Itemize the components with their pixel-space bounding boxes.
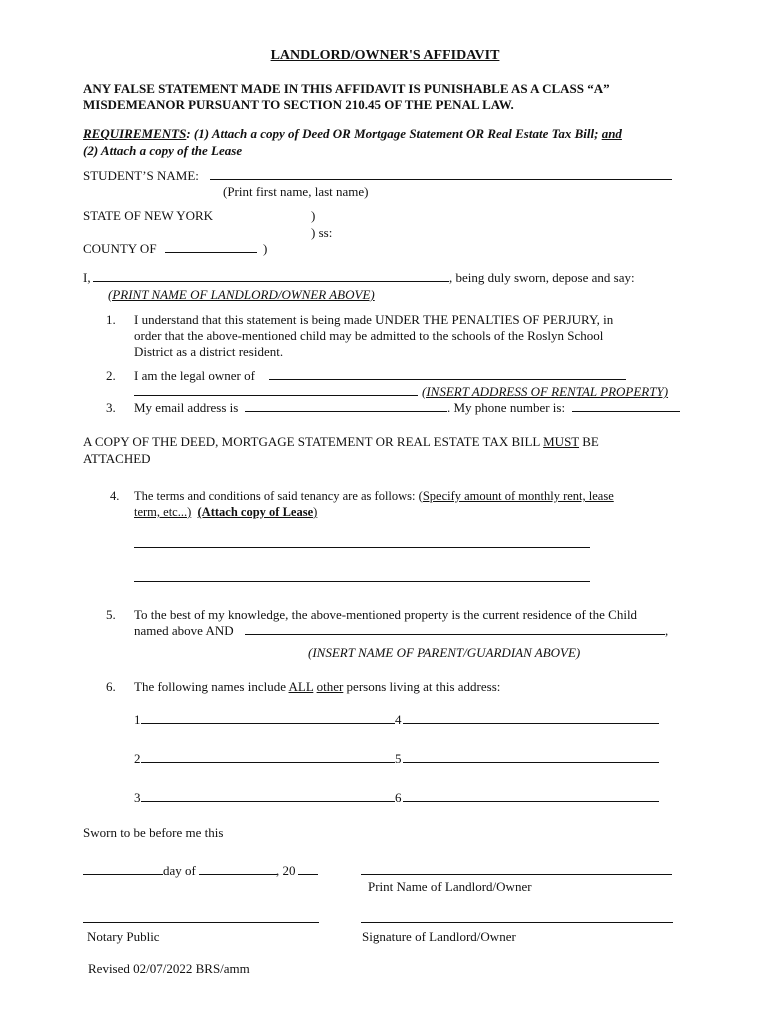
item-2-number: 2. bbox=[106, 368, 116, 383]
item-4-line-1: The terms and conditions of said tenancy are as follows: (Specify amount of monthly rent, lease bbox=[134, 489, 614, 503]
item-3-number: 3. bbox=[106, 400, 116, 415]
tenancy-terms-field-1[interactable] bbox=[134, 547, 590, 548]
print-name-label: Print Name of Landlord/Owner bbox=[368, 879, 532, 894]
venue-ss: ) ss: bbox=[311, 225, 333, 240]
item-6-number: 6. bbox=[106, 679, 116, 694]
email-field[interactable] bbox=[245, 411, 447, 412]
item-1-line-3: District as a district resident. bbox=[134, 344, 284, 359]
person-slot-3-label: 3 bbox=[134, 790, 141, 805]
person-slot-2-label: 2 bbox=[134, 751, 141, 766]
student-name-label: STUDENT’S NAME: bbox=[83, 168, 199, 183]
sworn-year-prefix: , 20 bbox=[276, 863, 296, 878]
phone-label: . My phone number is: bbox=[447, 400, 566, 415]
item-4-specify: Specify amount of monthly rent, lease bbox=[422, 489, 614, 503]
person-slot-2-field[interactable] bbox=[141, 762, 395, 763]
item-4-number: 4. bbox=[110, 489, 120, 503]
landlord-print-name-field[interactable] bbox=[361, 874, 672, 875]
signature-label: Signature of Landlord/Owner bbox=[362, 929, 516, 944]
person-slot-5-label: 5 bbox=[395, 751, 402, 766]
venue-paren-1: ) bbox=[311, 208, 316, 223]
landlord-name-field[interactable] bbox=[93, 281, 449, 282]
venue-paren-3: ) bbox=[263, 241, 268, 256]
attach-notice-line-2: ATTACHED bbox=[83, 451, 151, 466]
notary-label: Notary Public bbox=[87, 929, 160, 944]
person-slot-3-field[interactable] bbox=[141, 801, 395, 802]
item-6-text: The following names include ALL other persons living at this address: bbox=[134, 679, 501, 694]
all-emphasis: ALL bbox=[288, 679, 314, 694]
state-label: STATE OF NEW YORK bbox=[83, 208, 214, 223]
warning-line-2: MISDEMEANOR PURSUANT TO SECTION 210.45 OF THE PENAL LAW. bbox=[83, 97, 514, 112]
item-5-comma: , bbox=[665, 623, 669, 638]
rental-address-field-1[interactable] bbox=[269, 379, 626, 380]
sworn-month-field[interactable] bbox=[199, 874, 277, 875]
declaration-prefix: I, bbox=[83, 270, 91, 285]
item-5-number: 5. bbox=[106, 607, 116, 622]
item-5-hint: (INSERT NAME OF PARENT/GUARDIAN ABOVE) bbox=[308, 645, 581, 660]
phone-field[interactable] bbox=[572, 411, 680, 412]
page-title: LANDLORD/OWNER'S AFFIDAVIT bbox=[270, 48, 500, 63]
item-2-hint: (INSERT ADDRESS OF RENTAL PROPERTY) bbox=[422, 384, 669, 399]
landlord-signature-field[interactable] bbox=[361, 922, 673, 923]
person-slot-6-field[interactable] bbox=[403, 801, 659, 802]
sworn-day-field[interactable] bbox=[83, 874, 163, 875]
tenancy-terms-field-2[interactable] bbox=[134, 581, 590, 582]
county-field[interactable] bbox=[165, 252, 257, 253]
county-label: COUNTY OF bbox=[83, 241, 157, 256]
parent-guardian-field[interactable] bbox=[245, 634, 665, 635]
requirements-text: : (1) Attach a copy of Deed OR Mortgage Statement OR Real Estate Tax Bill; bbox=[186, 126, 599, 141]
other-emphasis: other bbox=[316, 679, 344, 694]
person-slot-5-field[interactable] bbox=[403, 762, 659, 763]
item-4-line-2: term, etc...) (Attach copy of Lease) bbox=[134, 505, 318, 519]
declaration-hint: (PRINT NAME OF LANDLORD/OWNER ABOVE) bbox=[108, 287, 375, 302]
warning-line-1: ANY FALSE STATEMENT MADE IN THIS AFFIDAVIT IS PUNISHABLE AS A CLASS “A” bbox=[83, 81, 610, 96]
student-name-hint: (Print first name, last name) bbox=[223, 184, 369, 199]
sworn-day-of: day of bbox=[163, 863, 196, 878]
sworn-text: Sworn to be before me this bbox=[83, 825, 224, 840]
sworn-year-field[interactable] bbox=[298, 874, 318, 875]
requirements-label: REQUIREMENTS bbox=[83, 126, 187, 141]
email-label: My email address is bbox=[134, 400, 239, 415]
item-5-line-2: named above AND bbox=[134, 623, 234, 638]
requirements-line-1 bbox=[83, 125, 622, 142]
person-slot-4-label: 4 bbox=[395, 712, 402, 727]
item-2-text: I am the legal owner of bbox=[134, 368, 255, 383]
rental-address-field-2[interactable] bbox=[134, 395, 418, 396]
person-slot-1-field[interactable] bbox=[141, 723, 395, 724]
must-emphasis: MUST bbox=[543, 434, 580, 449]
requirements-and: and bbox=[601, 126, 622, 141]
attach-notice-line-1: A COPY OF THE DEED, MORTGAGE STATEMENT OR REAL ESTATE TAX BILL MUST BE bbox=[83, 434, 599, 449]
declaration-suffix: , being duly sworn, depose and say: bbox=[449, 270, 635, 285]
student-name-field[interactable] bbox=[210, 179, 672, 180]
person-slot-4-field[interactable] bbox=[403, 723, 659, 724]
item-1-line-2: order that the above-mentioned child may be admitted to the schools of the Roslyn School bbox=[134, 328, 604, 343]
notary-signature-field[interactable] bbox=[83, 922, 319, 923]
item-1-number: 1. bbox=[106, 312, 116, 327]
item-1-line-1: I understand that this statement is being made UNDER THE PENALTIES OF PERJURY, in bbox=[134, 312, 614, 327]
person-slot-1-label: 1 bbox=[134, 712, 141, 727]
attach-lease-note: (Attach copy of Lease bbox=[197, 505, 314, 519]
revised-footer: Revised 02/07/2022 BRS/amm bbox=[88, 961, 250, 976]
item-5-line-1: To the best of my knowledge, the above-mentioned property is the current residence of the Child bbox=[134, 607, 638, 622]
person-slot-6-label: 6 bbox=[395, 790, 402, 805]
requirements-line-2: (2) Attach a copy of the Lease bbox=[83, 143, 243, 158]
